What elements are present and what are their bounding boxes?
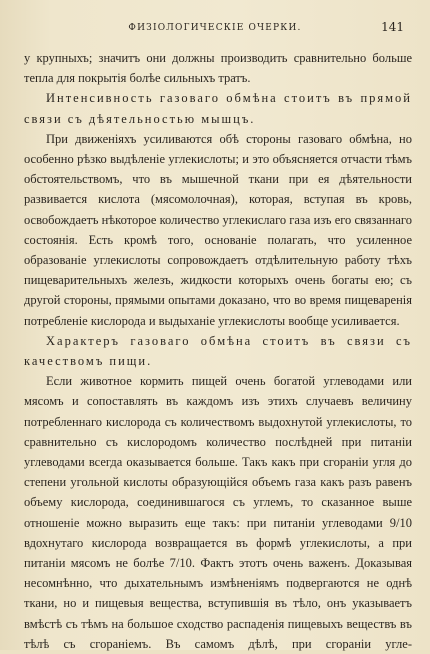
paragraph-food: Если животное кормить пищей очень богатой углеводами или мясомъ и сопоставлять въ каждомъ изъ этихъ случаевъ величину потребленнаго кислорода съ количествомъ выдохнутой углекислоты, то сравнительно съ кислородомъ количество послѣдней при питаніи углеводами всегда оказывается больше. Такъ какъ при сгораніи угля до степени угольной кислоты образующійся объемъ газа какъ разъ равенъ объему кислорода, соединившагося съ углемъ, то сказанное выше отношеніе можно выразить еще такъ: при питаніи углеводами 9/10 вдохнутаго кислорода возвращается въ формѣ углекислоты, а при питаніи мясомъ не болѣе 7/10. Фактъ этотъ очень важенъ. Доказывая несомнѣнно, что дыхательнымъ измѣненіямъ подвергаются не однѣ ткани, но и пищевыя вещества, вступившія въ тѣло, онъ указываетъ вмѣстѣ съ тѣмъ на большое сходство распаденія пищевыхъ веществъ въ тѣлѣ съ сгораніемъ. Въ самомъ дѣлѣ, при сгораніи угле-	[24, 374, 412, 651]
running-header	[0, 20, 430, 38]
section-heading-gas-exchange-character: Характеръ газоваго обмѣна стоитъ въ связи съ качествомъ пищи.	[24, 333, 412, 369]
page-number: 141	[381, 20, 404, 34]
paragraph-continuation: у крупныхъ; значитъ они должны производить сравнительно больше тепла для покрытія болѣе сильныхъ тратъ.	[24, 51, 412, 86]
body-text	[24, 48, 412, 654]
section-heading-gas-exchange-intensity: Интенсивность газоваго обмѣна стоитъ въ прямой связи съ дѣятельностью мышцъ.	[24, 91, 412, 126]
paragraph-movement: При движеніяхъ усиливаются обѣ стороны газоваго обмѣна, но особенно рѣзко выдѣленіе углекислоты; и это объясняется отчасти тѣмъ обстоятельствомъ, что въ мышечной ткани при ея дѣятельности развивается кислота (мясомолочная), которая, вступая въ кровь, освобождаетъ нѣкоторое количество углекислаго газа изъ его связаннаго состоянія. Есть кромѣ того, основаніе полагать, что усиленное образованіе углекислоты сопровождаетъ отдѣлительную работу тѣхъ пищеварительныхъ железъ, жидкости которыхъ очень богаты ею; съ другой стороны, прямыми опытами доказано, что во время пищеваренія потребленіе кислорода и выдыханіе углекислоты вообще усиливается.	[24, 131, 412, 328]
running-title: ФИЗІОЛОГИЧЕСКІЕ ОЧЕРКИ.	[128, 23, 302, 33]
